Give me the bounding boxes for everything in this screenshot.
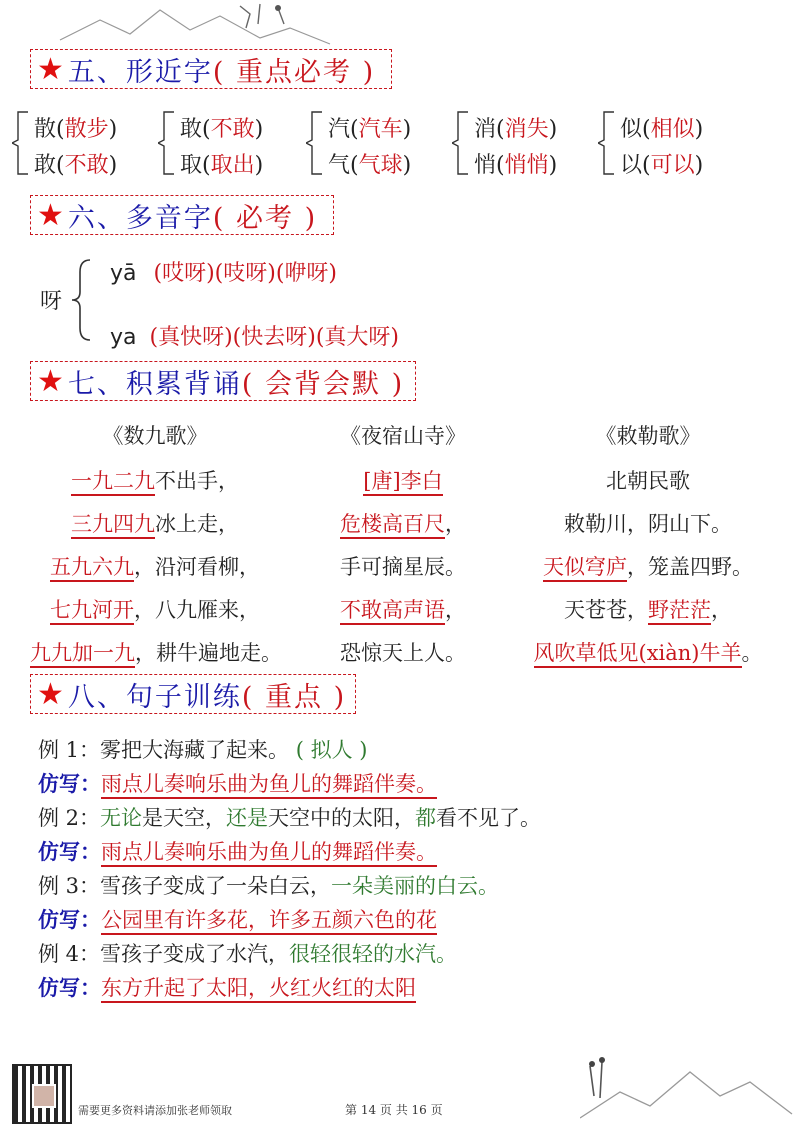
- poem-text: 敕勒川，阴山下。: [564, 512, 732, 536]
- brace-icon: [598, 110, 616, 176]
- poem-punct: 。: [741, 641, 763, 665]
- shape-char: 汽: [328, 117, 351, 142]
- section-heading-shape-chars: ★ 五、形近字 ( 重点必考 ): [30, 49, 392, 89]
- shape-word: 不敢: [64, 153, 109, 178]
- poem-text: 天苍苍，: [564, 598, 648, 622]
- poem-highlight: 野茫茫: [648, 598, 711, 625]
- poem-title: 《夜宿山寺》: [340, 424, 466, 448]
- paren-close: ): [108, 117, 118, 142]
- section-heading-sentences: ★ 八、句子训练 ( 重点 ): [30, 674, 356, 714]
- poem-text: 手可摘星辰。: [340, 555, 466, 579]
- poem-highlight: 天似穹庐: [543, 555, 627, 582]
- poem-text: 恐惊天上人。: [340, 641, 466, 665]
- poem-highlight: 一九二九: [71, 469, 155, 496]
- poem-line: [278, 508, 528, 538]
- paren-open: (: [642, 117, 651, 142]
- poem-line: [30, 465, 280, 495]
- poem-line: [523, 465, 773, 495]
- poem-title: 《敕勒歌》: [595, 424, 701, 448]
- poem-highlight: 七九河开: [50, 598, 134, 625]
- polyphone-reading-1: yā (哎呀)(吱呀)(咿呀): [110, 261, 338, 286]
- poem-text: ，沿河看柳，: [134, 555, 260, 579]
- page-number: 第 14 页 共 16 页: [345, 1103, 443, 1117]
- shape-char-entry: [620, 148, 703, 179]
- poem-line: [30, 551, 280, 581]
- paren-open: (: [496, 153, 505, 178]
- shape-char-entry: [34, 112, 117, 143]
- shape-char: 消: [474, 117, 497, 142]
- poem-line: [278, 637, 528, 667]
- shape-char-entry: [328, 148, 411, 179]
- poem-highlight: 三九四九: [71, 512, 155, 539]
- poem-text: ，耕牛遍地走。: [135, 641, 282, 665]
- poem-text: ，笼盖四野。: [627, 555, 753, 579]
- brace-icon: [452, 110, 470, 176]
- imitation-4: 仿写：东方升起了太阳，火红火红的太阳: [38, 972, 416, 1002]
- imitation-3: 仿写：公园里有许多花，许多五颜六色的花: [38, 904, 437, 934]
- example-3: 例 3：雪孩子变成了一朵白云，一朵美丽的白云。: [38, 874, 500, 898]
- footer-note: 需要更多资料请添加张老师领取: [78, 1104, 232, 1117]
- poem-line: [30, 508, 280, 538]
- shape-char: 悄: [474, 153, 497, 178]
- poem-text: ，八九雁来，: [134, 598, 260, 622]
- paren-open: (: [56, 117, 65, 142]
- shape-word: 气球: [358, 153, 403, 178]
- polyphone-reading-2: ya (真快呀)(快去呀)(真大呀): [110, 325, 400, 350]
- star-icon: ★: [37, 197, 66, 233]
- poem-text: 冰上走，: [155, 512, 239, 536]
- shape-char: 散: [34, 117, 57, 142]
- poem-line: [278, 551, 528, 581]
- paren-close: ): [548, 117, 558, 142]
- shape-char: 以: [620, 153, 643, 178]
- poem-line: [30, 594, 280, 624]
- paren-close: ): [694, 153, 704, 178]
- paren-open: (: [496, 117, 505, 142]
- poem-highlight: 危楼高百尺: [340, 512, 445, 539]
- shape-word: 取出: [210, 153, 255, 178]
- paren-open: (: [56, 153, 65, 178]
- shape-char: 敢: [180, 117, 203, 142]
- poem-line: [30, 637, 280, 667]
- poem-highlight: 九九加一九: [30, 641, 135, 668]
- poem-text: 北朝民歌: [606, 469, 690, 493]
- star-icon: ★: [37, 363, 66, 399]
- section-heading-recitation: ★ 七、积累背诵 ( 会背会默 ): [30, 361, 416, 401]
- paren-close: ): [254, 153, 264, 178]
- brace-icon: [158, 110, 176, 176]
- example-4: 例 4：雪孩子变成了水汽，很轻很轻的水汽。: [38, 942, 458, 966]
- shape-char-entry: [34, 148, 117, 179]
- shape-word: 相似: [650, 117, 695, 142]
- poem-text: ，: [445, 598, 466, 622]
- ink-mountain-decoration-bottom: [580, 1052, 795, 1122]
- poem-text: 不出手，: [155, 469, 239, 493]
- shape-char-entry: [328, 112, 411, 143]
- poem-highlight: [唐]李白: [363, 469, 442, 496]
- brace-icon: [306, 110, 324, 176]
- paren-close: ): [402, 153, 412, 178]
- shape-char: 敢: [34, 153, 57, 178]
- paren-open: (: [202, 117, 211, 142]
- imitation-1: 仿写：雨点儿奏响乐曲为鱼儿的舞蹈伴奏。: [38, 768, 437, 798]
- poem-punct: ，: [711, 598, 732, 622]
- poem-title: 《数九歌》: [102, 424, 208, 448]
- shape-char: 似: [620, 117, 643, 142]
- poem-line: [523, 508, 773, 538]
- poem-line: [523, 551, 773, 581]
- shape-word: 悄悄: [504, 153, 549, 178]
- paren-close: ): [694, 117, 704, 142]
- brace-icon: [12, 110, 30, 176]
- section-heading-polyphone: ★ 六、多音字 ( 必考 ): [30, 195, 334, 235]
- shape-word: 消失: [504, 117, 549, 142]
- shape-word: 可以: [650, 153, 695, 178]
- shape-char-entry: [180, 112, 263, 143]
- qr-code-icon[interactable]: [14, 1066, 70, 1122]
- poem-line: [278, 465, 528, 495]
- poem-text: ，: [445, 512, 466, 536]
- example-2: 例 2：无论是天空，还是天空中的太阳，都看不见了。: [38, 806, 542, 830]
- shape-word: 不敢: [210, 117, 255, 142]
- paren-close: ): [254, 117, 264, 142]
- imitation-2: 仿写：雨点儿奏响乐曲为鱼儿的舞蹈伴奏。: [38, 836, 437, 866]
- shape-char-entry: [474, 112, 557, 143]
- paren-close: ): [548, 153, 558, 178]
- poem-highlight: 风吹草低见(xiàn)牛羊: [534, 641, 742, 668]
- poem-highlight: 五九六九: [50, 555, 134, 582]
- star-icon: ★: [37, 676, 66, 712]
- poem-line: [523, 594, 773, 624]
- poem-highlight: 不敢高声语: [340, 598, 445, 625]
- example-1: 例 1：雾把大海藏了起来。 ( 拟人 ): [38, 738, 368, 762]
- paren-open: (: [350, 153, 359, 178]
- shape-char-entry: [180, 148, 263, 179]
- paren-open: (: [642, 153, 651, 178]
- shape-char: 取: [180, 153, 203, 178]
- poem-line: [523, 637, 773, 667]
- shape-char: 气: [328, 153, 351, 178]
- paren-open: (: [350, 117, 359, 142]
- polyphone-char: 呀: [40, 289, 63, 314]
- ink-mountain-decoration-top: [40, 0, 340, 48]
- brace-icon: [70, 258, 94, 342]
- poem-line: [278, 594, 528, 624]
- star-icon: ★: [37, 51, 66, 87]
- paren-open: (: [202, 153, 211, 178]
- shape-word: 汽车: [358, 117, 403, 142]
- shape-char-entry: [474, 148, 557, 179]
- paren-close: ): [402, 117, 412, 142]
- shape-word: 散步: [64, 117, 109, 142]
- shape-char-entry: [620, 112, 703, 143]
- paren-close: ): [108, 153, 118, 178]
